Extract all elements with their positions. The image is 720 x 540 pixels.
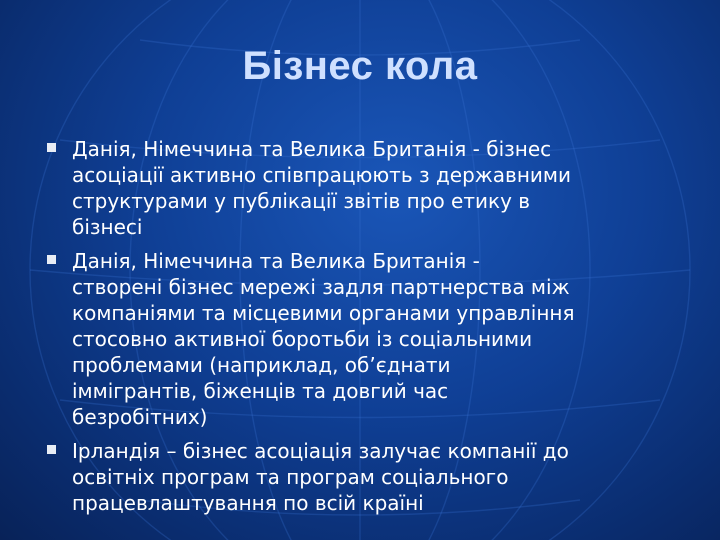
bullet-text: Данія, Німеччина та Велика Британія - бізнес асоціації активно співпрацюють з державними структурами у публікації звітів про етику в бізнесі <box>72 137 572 239</box>
bullet-text: Ірландія – бізнес асоціація залучає компанії до освітніх програм та програм соціального працевлаштування по всій країні <box>72 439 569 515</box>
slide-title: Бізнес кола <box>242 44 478 88</box>
square-bullet-icon <box>47 445 56 454</box>
bullet-item <box>44 248 694 430</box>
square-bullet-icon <box>47 255 56 264</box>
bullet-item <box>44 438 694 516</box>
bullet-item <box>44 136 694 240</box>
bullet-list <box>44 136 694 524</box>
square-bullet-icon <box>47 143 56 152</box>
bullet-text: Данія, Німеччина та Велика Британія - створені бізнес мережі задля партнерства між компаніями та місцевими органами управління стосовно активної боротьби із соціальними проблемами (наприклад, об’єднати іммігрантів, біженців та довгий час безробітних) <box>72 249 575 429</box>
